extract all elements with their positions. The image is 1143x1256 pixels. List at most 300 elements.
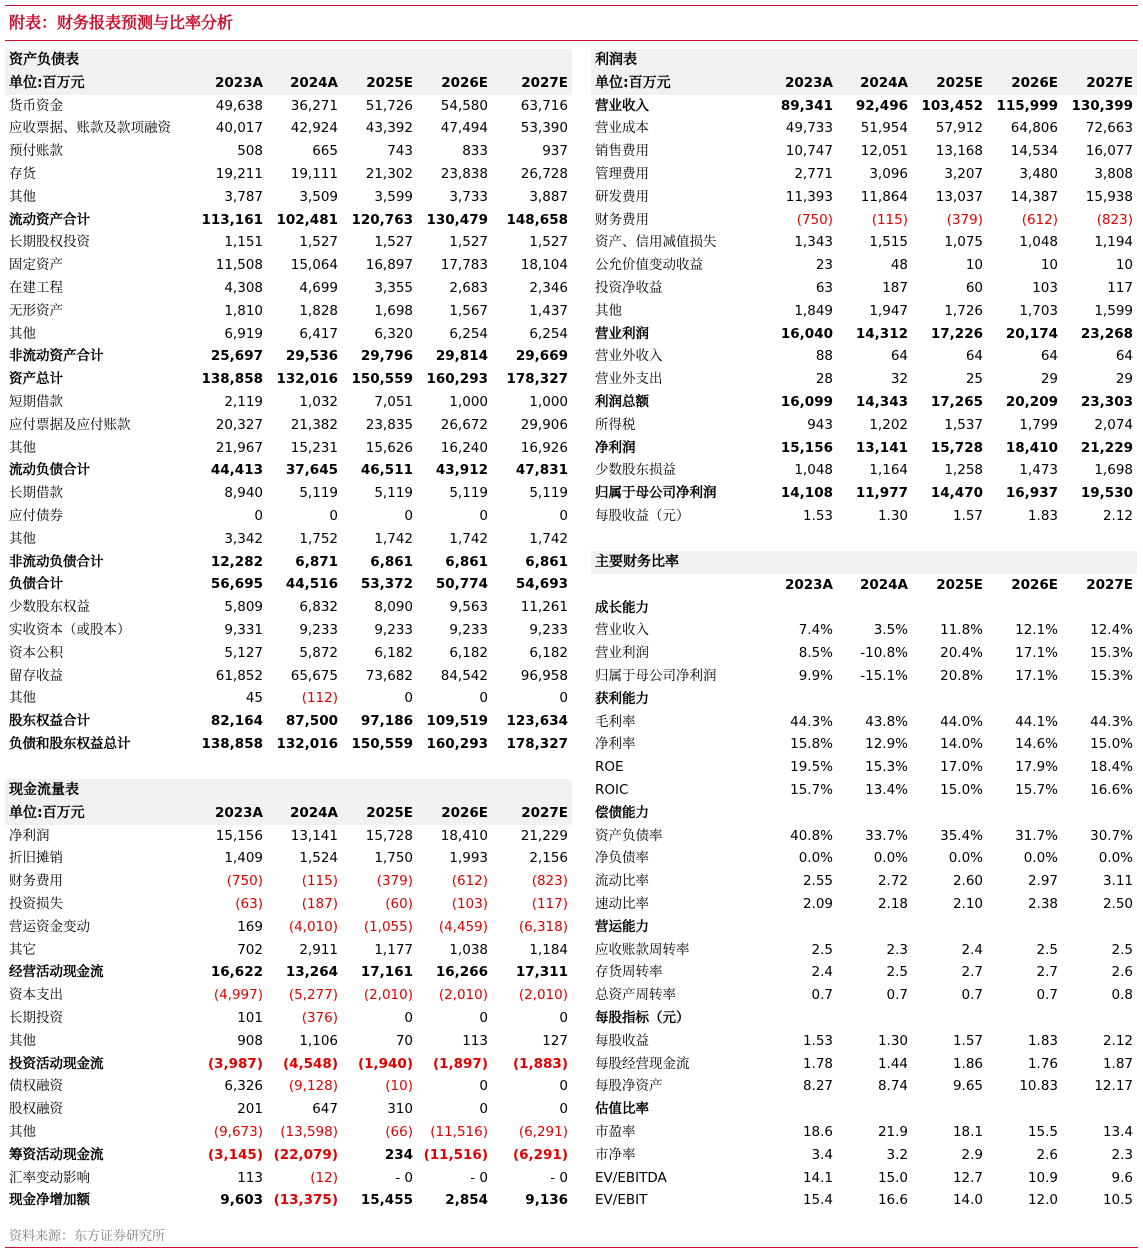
table-row (5, 140, 572, 163)
table-row (5, 1167, 572, 1190)
cell-value: 0 (404, 690, 413, 707)
table-header-row (591, 574, 1137, 597)
table-row (5, 209, 572, 232)
cell-value: 15.3% (1090, 645, 1133, 662)
cell-value: 47,831 (515, 462, 568, 479)
cell-value: 14,534 (1010, 143, 1058, 160)
cell-value: 1,750 (374, 850, 413, 867)
cell-value: 2.97 (1027, 873, 1058, 890)
cell-value: (66) (385, 1123, 413, 1140)
cell-value: 9,233 (374, 621, 413, 638)
cell-value: 1,194 (1094, 234, 1133, 251)
row-label: 股权融资 (9, 1101, 63, 1118)
cell-value: 0.0% (1023, 850, 1058, 867)
row-label: 市盈率 (595, 1123, 636, 1140)
cell-value: (12) (310, 1169, 338, 1186)
row-label: 流动负债合计 (9, 462, 90, 479)
cell-value: 13,168 (935, 143, 983, 160)
table-row (5, 1189, 572, 1212)
cell-value: 9.65 (952, 1078, 983, 1095)
cell-value: 160,293 (426, 735, 488, 752)
table-row (591, 505, 1137, 528)
row-label: 毛利率 (595, 713, 636, 730)
year-header: 2026E (441, 74, 488, 91)
row-label: 资本支出 (9, 987, 63, 1004)
row-label: 流动比率 (595, 873, 649, 890)
cell-value: 0 (404, 507, 413, 524)
cell-value: 21,229 (1080, 439, 1133, 456)
cell-value: 13.4 (1102, 1123, 1133, 1140)
cell-value: 2.55 (802, 873, 833, 890)
cell-value: 6,320 (374, 325, 413, 342)
cell-value: 1,527 (449, 234, 488, 251)
cell-value: 16,897 (365, 257, 413, 274)
cell-value: 19,111 (290, 165, 338, 182)
cell-value: 1,075 (944, 234, 983, 251)
cell-value: 2.6 (1111, 964, 1133, 981)
row-label: 其他 (9, 439, 36, 456)
cell-value: 20,174 (1005, 325, 1058, 342)
cell-value: 29,796 (360, 348, 413, 365)
cell-value: 6,182 (449, 644, 488, 661)
table-row (5, 368, 572, 391)
page-title: 附表：财务报表预测与比率分析 (9, 13, 234, 32)
cell-value: 4,699 (299, 279, 338, 296)
table-row (591, 665, 1137, 688)
cell-value: 29,906 (520, 416, 568, 433)
year-header: 2027E (521, 804, 568, 821)
cell-value: 3,342 (224, 530, 263, 547)
cell-value: 6,182 (374, 644, 413, 661)
table-title-row (591, 551, 1137, 574)
row-label: EV/EBIT (595, 1192, 648, 1209)
cell-value: 0.7 (961, 987, 983, 1004)
row-label: 长期投资 (9, 1009, 63, 1026)
table-row (591, 1144, 1137, 1167)
cell-value: 12,051 (860, 143, 908, 160)
row-label: 归属于母公司净利润 (595, 485, 717, 502)
cell-value: 11,977 (855, 485, 908, 502)
table-body (591, 597, 1137, 1213)
cell-value: 15.4 (802, 1192, 833, 1209)
cell-value: 2.7 (1036, 964, 1058, 981)
cell-value: 1.57 (952, 507, 983, 524)
cell-value: 12.4% (1090, 622, 1133, 639)
cell-value: 0 (479, 1009, 488, 1026)
cell-value: 1,537 (944, 416, 983, 433)
row-label: 营业外收入 (595, 348, 663, 365)
cell-value: 19,211 (215, 165, 263, 182)
cell-value: 21,967 (215, 439, 263, 456)
row-label: 管理费用 (595, 165, 649, 182)
cell-value: (115) (301, 873, 338, 890)
cell-value: 0 (479, 1078, 488, 1095)
cell-value: (1,897) (432, 1055, 488, 1072)
cell-value: (2,010) (518, 987, 568, 1004)
table-row (5, 1030, 572, 1053)
cell-value: 2,156 (529, 850, 568, 867)
table-row (591, 459, 1137, 482)
year-header: 2025E (366, 804, 413, 821)
cell-value: 16,040 (780, 325, 833, 342)
cell-value: 6,832 (299, 599, 338, 616)
cell-value: (823) (1096, 211, 1133, 228)
cell-value: (750) (226, 873, 263, 890)
table-header-row (5, 802, 572, 825)
row-label: 每股指标（元） (595, 1009, 690, 1026)
row-label: 资本公积 (9, 644, 63, 661)
cell-value: 908 (237, 1032, 263, 1049)
year-header: 2025E (936, 576, 983, 593)
row-label: 营业收入 (595, 622, 649, 639)
table-row (591, 916, 1137, 939)
cell-value: 17.9% (1015, 759, 1058, 776)
row-label: 其他 (9, 1123, 36, 1140)
table-row (5, 665, 572, 688)
cell-value: 1,742 (529, 530, 568, 547)
cell-value: 23,838 (440, 165, 488, 182)
cell-value: 29 (1040, 371, 1058, 388)
table-row (5, 642, 572, 665)
cell-value: 109,519 (426, 713, 488, 730)
cell-value: 37,645 (285, 462, 338, 479)
row-label: 营运资金变动 (9, 918, 90, 935)
year-header: 2026E (441, 804, 488, 821)
cell-value: 2.9 (961, 1146, 983, 1163)
cell-value: 18,410 (1005, 439, 1058, 456)
cell-value: (187) (301, 895, 338, 912)
table-row (5, 984, 572, 1007)
cell-value: 12.0 (1027, 1192, 1058, 1209)
row-label: 应收账款周转率 (595, 941, 690, 958)
balance-sheet-table (5, 49, 572, 756)
row-label: 净利润 (595, 439, 636, 456)
row-label: 应付债券 (9, 507, 63, 524)
cell-value: 3,509 (299, 188, 338, 205)
table-row (591, 1098, 1137, 1121)
cell-value: 65,675 (290, 667, 338, 684)
cell-value: 8.74 (877, 1078, 908, 1095)
cell-value: 0.8 (1111, 987, 1133, 1004)
cell-value: 937 (542, 143, 568, 160)
row-label: 货币资金 (9, 97, 63, 114)
cell-value: 15,064 (290, 257, 338, 274)
cell-value: 17,783 (440, 257, 488, 274)
financial-ratios-table (591, 551, 1137, 1212)
table-row (591, 1075, 1137, 1098)
cell-value: 160,293 (426, 371, 488, 388)
table-row (5, 505, 572, 528)
cell-value: 13,141 (855, 439, 908, 456)
table-row (5, 186, 572, 209)
cell-value: 3.11 (1102, 873, 1133, 890)
cell-value: 130,399 (1071, 97, 1133, 114)
cell-value: 3.4 (811, 1146, 833, 1163)
cell-value: 15.7% (790, 781, 833, 798)
table-row (5, 1075, 572, 1098)
row-label: 非流动负债合计 (9, 553, 104, 570)
cell-value: 64 (1115, 348, 1133, 365)
row-label: 少数股东损益 (595, 462, 676, 479)
cell-value: 15.0% (1090, 736, 1133, 753)
cell-value: (823) (531, 873, 568, 890)
year-header: 2024A (289, 804, 338, 821)
row-label: 资产负债率 (595, 827, 663, 844)
cell-value: 20,209 (1005, 393, 1058, 410)
year-header: 2024A (859, 576, 908, 593)
cell-value: 18,104 (520, 257, 568, 274)
cell-value: 72,663 (1085, 120, 1133, 137)
cell-value: (1,940) (357, 1055, 413, 1072)
row-label: 利润总额 (595, 393, 649, 410)
row-label: 财务费用 (9, 873, 63, 890)
cell-value: 9,603 (220, 1192, 263, 1209)
row-label: 短期借款 (9, 393, 63, 410)
table-row (5, 1144, 572, 1167)
cell-value: 17.0% (940, 759, 983, 776)
cell-value: 25 (965, 371, 983, 388)
row-label: 净利率 (595, 736, 636, 753)
cell-value: 1,151 (224, 234, 263, 251)
table-row (5, 482, 572, 505)
row-label: 存货周转率 (595, 964, 663, 981)
cell-value: 2.10 (952, 895, 983, 912)
cell-value: 64 (965, 348, 983, 365)
table-title-row (5, 779, 572, 802)
table-row (5, 847, 572, 870)
cell-value: 48 (890, 257, 908, 274)
cell-value: 5,119 (449, 485, 488, 502)
cell-value: 0 (559, 1101, 568, 1118)
table-row (5, 528, 572, 551)
table-row (591, 802, 1137, 825)
cell-value: 1,599 (1094, 302, 1133, 319)
cell-value: - 0 (550, 1169, 568, 1186)
cell-value: 1,437 (529, 302, 568, 319)
table-row (591, 1053, 1137, 1076)
cell-value: 51,726 (365, 97, 413, 114)
cell-value: 2.5 (1036, 941, 1058, 958)
cell-value: 1,048 (1019, 234, 1058, 251)
cell-value: 3,808 (1094, 165, 1133, 182)
row-label: 投资损失 (9, 895, 63, 912)
cell-value: 8.27 (802, 1078, 833, 1095)
row-label: 汇率变动影响 (9, 1169, 90, 1186)
year-header: 2023A (214, 74, 263, 91)
cell-value: 2,771 (794, 165, 833, 182)
cell-value: 2,346 (529, 279, 568, 296)
year-header: 2027E (1086, 74, 1133, 91)
cell-value: 12,282 (210, 553, 263, 570)
row-label: 固定资产 (9, 257, 63, 274)
table-row (591, 939, 1137, 962)
cell-value: 64 (890, 348, 908, 365)
table-row (591, 642, 1137, 665)
cell-value: 15.3% (1090, 667, 1133, 684)
cell-value: 5,809 (224, 599, 263, 616)
cell-value: 15.0% (940, 781, 983, 798)
cell-value: 29,814 (435, 348, 488, 365)
row-label: 筹资活动现金流 (9, 1146, 104, 1163)
table-row (5, 231, 572, 254)
cell-value: 15,938 (1085, 188, 1133, 205)
table-row (591, 300, 1137, 323)
cell-value: 21,302 (365, 165, 413, 182)
cell-value: 943 (807, 416, 833, 433)
cell-value: 0 (254, 507, 263, 524)
cell-value: 16,937 (1005, 485, 1058, 502)
cell-value: 3,599 (374, 188, 413, 205)
cell-value: 6,254 (529, 325, 568, 342)
cell-value: 1,849 (794, 302, 833, 319)
row-label: 其他 (9, 1032, 36, 1049)
cell-value: 310 (387, 1101, 413, 1118)
table-row (5, 254, 572, 277)
table-row (5, 1121, 572, 1144)
cell-value: 0 (479, 507, 488, 524)
cell-value: 57,912 (935, 120, 983, 137)
table-row (591, 1189, 1137, 1212)
cell-value: 1,258 (944, 462, 983, 479)
row-label: 其他 (595, 302, 622, 319)
row-label: 其他 (9, 325, 36, 342)
row-label: 每股收益（元） (595, 507, 690, 524)
row-label: 无形资产 (9, 302, 63, 319)
cell-value: 30.7% (1090, 827, 1133, 844)
cell-value: 5,872 (299, 644, 338, 661)
cell-value: 2,911 (299, 941, 338, 958)
cell-value: 32 (890, 371, 908, 388)
cell-value: 1,726 (944, 302, 983, 319)
cell-value: 1.53 (802, 507, 833, 524)
cell-value: 36,271 (290, 97, 338, 114)
cell-value: 15,728 (930, 439, 983, 456)
cell-value: 2.3 (1111, 1146, 1133, 1163)
table-body (591, 95, 1137, 528)
cell-value: 1,177 (374, 941, 413, 958)
cell-value: 3.5% (873, 622, 908, 639)
table-row (5, 277, 572, 300)
cell-value: 1,164 (869, 462, 908, 479)
cell-value: 1.76 (1027, 1055, 1058, 1072)
cell-value: 43,912 (435, 462, 488, 479)
cell-value: 12.17 (1094, 1078, 1133, 1095)
table-row (591, 961, 1137, 984)
row-label: 每股经营现金流 (595, 1055, 690, 1072)
cell-value: 16,926 (520, 439, 568, 456)
row-label: 资产总计 (9, 371, 63, 388)
cell-value: 14,387 (1010, 188, 1058, 205)
cell-value: 1,742 (374, 530, 413, 547)
cell-value: (63) (235, 895, 263, 912)
cell-value: 234 (384, 1146, 413, 1163)
cell-value: (3,987) (207, 1055, 263, 1072)
cell-value: 11.8% (940, 622, 983, 639)
table-row (591, 482, 1137, 505)
cell-value: 15,156 (215, 827, 263, 844)
table-row (591, 414, 1137, 437)
table-row (591, 437, 1137, 460)
cell-value: 20.4% (940, 645, 983, 662)
row-label: 净利润 (9, 827, 50, 844)
cell-value: 102,481 (276, 211, 338, 228)
cell-value: 3,096 (869, 165, 908, 182)
cell-value: (4,459) (438, 918, 488, 935)
cell-value: 201 (237, 1101, 263, 1118)
cell-value: 138,858 (201, 371, 263, 388)
cell-value: 44.1% (1015, 713, 1058, 730)
year-header: 2025E (366, 74, 413, 91)
cell-value: 35.4% (940, 827, 983, 844)
cell-value: 508 (237, 143, 263, 160)
table-title: 现金流量表 (9, 782, 79, 798)
cell-value: 53,372 (360, 576, 413, 593)
cell-value: 132,016 (276, 735, 338, 752)
cell-value: 19,530 (1080, 485, 1133, 502)
cell-value: 2.09 (802, 895, 833, 912)
cell-value: 0 (559, 507, 568, 524)
cell-value: 1.86 (952, 1055, 983, 1072)
cell-value: 15,156 (780, 439, 833, 456)
row-label: 总资产周转率 (595, 987, 676, 1004)
cell-value: 12.7 (952, 1169, 983, 1186)
cell-value: 0.7 (811, 987, 833, 1004)
cell-value: 7.4% (798, 622, 833, 639)
unit-label: 单位:百万元 (9, 804, 85, 821)
cell-value: 702 (237, 941, 263, 958)
cell-value: 13,264 (285, 964, 338, 981)
cell-value: 45 (245, 690, 263, 707)
table-row (591, 711, 1137, 734)
cell-value: 115,999 (996, 97, 1058, 114)
cell-value: 54,580 (440, 97, 488, 114)
row-label: 资产、信用减值损失 (595, 234, 717, 251)
cell-value: 127 (542, 1032, 568, 1049)
table-row (591, 1030, 1137, 1053)
row-label: 营业外支出 (595, 371, 663, 388)
cell-value: (13,375) (273, 1192, 338, 1209)
year-header: 2024A (289, 74, 338, 91)
table-title-row (5, 49, 572, 72)
cell-value: (11,516) (430, 1123, 488, 1140)
cell-value: 1.87 (1102, 1055, 1133, 1072)
cell-value: 9,563 (449, 599, 488, 616)
cell-value: 40,017 (215, 120, 263, 137)
cell-value: 63,716 (520, 97, 568, 114)
cell-value: 178,327 (506, 735, 568, 752)
row-label: 投资净收益 (595, 279, 663, 296)
cell-value: 150,559 (351, 371, 413, 388)
table-row (5, 1007, 572, 1030)
cell-value: 9,233 (299, 621, 338, 638)
cell-value: (9,673) (213, 1123, 263, 1140)
table-row (591, 847, 1137, 870)
cell-value: 148,658 (506, 211, 568, 228)
row-label: 营业利润 (595, 645, 649, 662)
cell-value: 12.9% (865, 736, 908, 753)
row-label: 负债和股东权益总计 (9, 735, 131, 752)
table-row (5, 893, 572, 916)
cell-value: 18.4% (1090, 759, 1133, 776)
cell-value: 3,887 (529, 188, 568, 205)
row-label: 归属于母公司净利润 (595, 667, 717, 684)
cell-value: 1,828 (299, 302, 338, 319)
table-row (5, 733, 572, 756)
cell-value: (4,997) (213, 987, 263, 1004)
year-header: 2026E (1011, 576, 1058, 593)
cell-value: 1,698 (1094, 462, 1133, 479)
row-label: 速动比率 (595, 895, 649, 912)
